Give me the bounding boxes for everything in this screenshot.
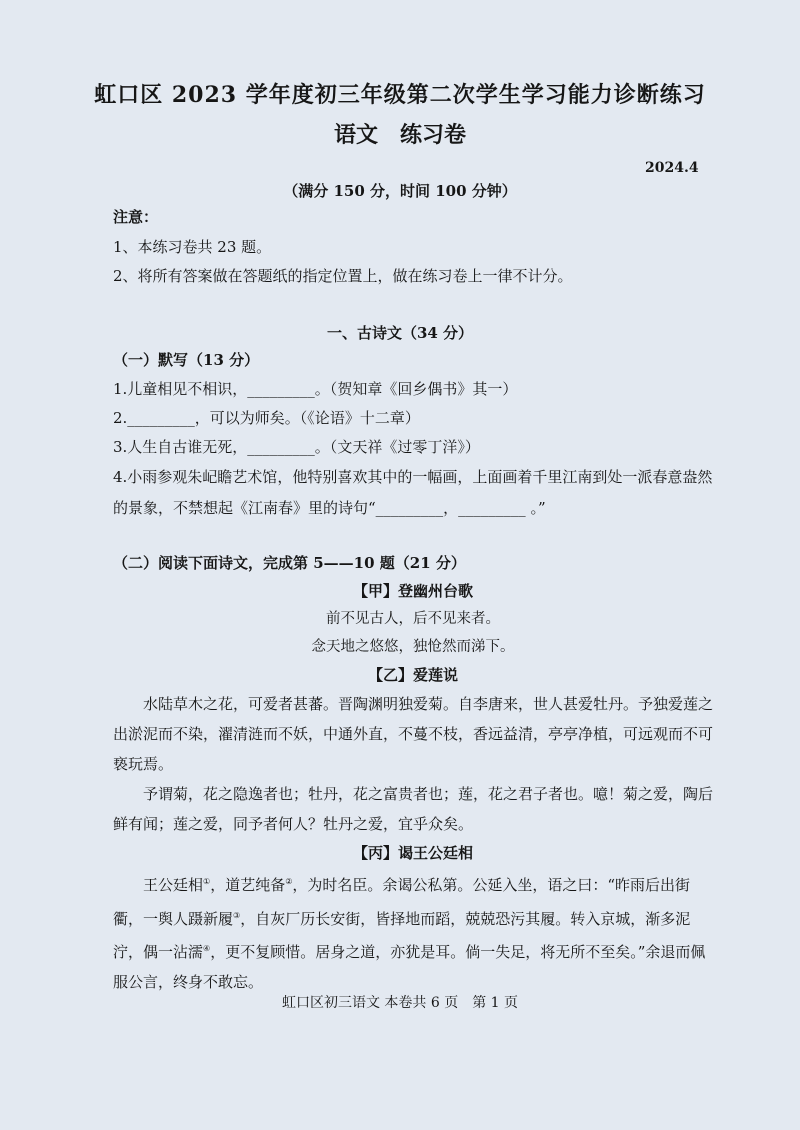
notice-item: 1、本练习卷共 23 题。 <box>113 237 272 256</box>
notice-label: 注意： <box>113 208 159 226</box>
part1-title: （一）默写（13 分） <box>113 351 260 369</box>
section-title: 一、古诗文（34 分） <box>326 324 474 342</box>
part2 <box>113 549 713 997</box>
poem-line: 念天地之悠悠，独怆然而涕下。 <box>311 639 515 655</box>
notice-item: 2、将所有答案做在答题纸的指定位置上，做在练习卷上一律不计分。 <box>113 267 573 285</box>
text-bing-title: 【丙】谒王公廷相 <box>352 844 473 862</box>
text-yi-title: 【乙】爱莲说 <box>367 666 458 684</box>
question-3: 3.人生自古谁无死，_________。（文天祥《过零丁洋》） <box>113 438 480 456</box>
question-2: 2._________，可以为师矣。（《论语》十二章） <box>113 409 420 427</box>
footnote-mark: ② <box>285 877 293 886</box>
exam-subtitle: 语文 练习卷 <box>333 122 466 148</box>
notice <box>113 203 713 292</box>
footnote-mark: ① <box>203 877 211 886</box>
text-yi-paragraph: 水陆草木之花，可爱者甚蕃。晋陶渊明独爱菊。自李唐来，世人甚爱牡丹。予独爱莲之出淤泥而不染，濯清涟而不妖，中通外直，不蔓不枝，香远益清，亭亭净植，可远观而不可亵玩焉。 <box>113 695 714 773</box>
footnote-mark: ③ <box>233 910 241 920</box>
footnote-mark: ④ <box>203 944 211 953</box>
question-1: 1.儿童相见不相识，_________。（贺知章《回乡偶书》其一） <box>113 380 518 398</box>
text-segment: ，道艺纯备 <box>210 876 286 894</box>
score-time: （满分 150 分，时间 100 分钟） <box>283 182 517 200</box>
page-footer: 虹口区初三语文 本卷共 6 页 第 1 页 <box>281 995 519 1011</box>
text-segment: 王公廷相 <box>143 876 204 894</box>
part2-title: （二）阅读下面诗文，完成第 5——10 题（21 分） <box>113 554 466 572</box>
exam-date: 2024.4 <box>645 160 699 176</box>
text-segment: ，更不复顾惜。居身之道，亦犹是耳。倘一失足，将无所不至矣。”余退而佩服公言，终身不敢忘。 <box>113 943 706 991</box>
poem-line: 前不见古人，后不见来者。 <box>326 611 500 627</box>
poem-jia-title: 【甲】登幽州台歌 <box>352 582 473 600</box>
text-segment: ，自灰厂历长安街，皆择地而蹈，兢兢恐污其履。转入京城，渐多泥泞，偶一沾濡 <box>113 909 691 961</box>
text-segment: ，为时名臣。余谒公私第。公延入坐，语之曰：“昨雨后出街衢，一舆人蹑新履 <box>113 876 691 928</box>
question-4: 4.小雨参观朱屺瞻艺术馆，他特别喜欢其中的一幅画，上面画着千里江南到处一派春意盎然的景象，不禁想起《江南春》里的诗句“_________，_________ 。” <box>113 468 713 517</box>
part1 <box>113 346 713 524</box>
text-bing-paragraph <box>113 867 713 997</box>
text-yi-paragraph: 予谓菊，花之隐逸者也；牡丹，花之富贵者也；莲，花之君子者也。噫！菊之爱，陶后鲜有闻；莲之爱，同予者何人？牡丹之爱，宜乎众矣。 <box>113 785 714 833</box>
exam-title: 虹口区 2023 学年度初三年级第二次学生学习能力诊断练习 <box>94 82 706 108</box>
